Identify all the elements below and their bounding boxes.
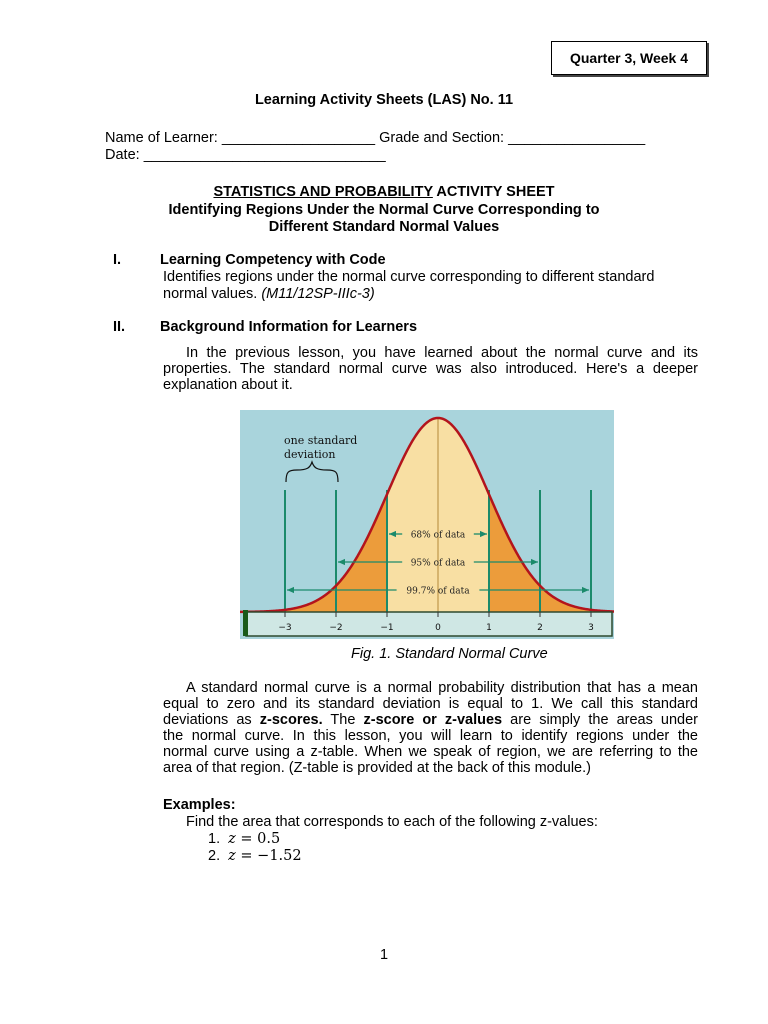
quarter-week-label: Quarter 3, Week 4 [569,50,689,66]
tick-label: 1 [486,623,492,633]
paragraph-line: equal to zero and its standard deviation is equal to 1. We call this standard [163,696,698,712]
section2-heading: Background Information for Learners [160,319,418,335]
page-number: 1 [379,947,389,963]
activity-title-line2: Different Standard Normal Values [268,219,500,235]
activity-heading [0,184,768,200]
paragraph-line: normal curve using a z-table. When we speak of region, we are referring to the [163,744,698,760]
examples-heading: Examples: [163,797,236,813]
text-span: The [322,712,364,728]
background-paragraph [163,345,698,393]
example-number: 1. [208,831,221,847]
range-label: 99.7% of data [406,586,470,597]
annotation-line2: deviation [284,448,336,461]
axis-bar [246,612,612,636]
date-blank: ______________________________ [143,147,386,163]
background-line: properties. The standard normal curve was also introduced. Here's a deeper [163,361,698,377]
competency-line1: Identifies regions under the normal curve corresponding to different standard [163,269,655,285]
text-span: deviations as [163,712,260,728]
text-span: are simply the areas under [502,712,698,728]
name-label: Name of Learner: [105,130,218,146]
range-label: 95% of data [410,558,466,569]
math-variable: z [228,831,236,847]
annotation-line1: one standard [284,434,358,447]
background-line: explanation about it. [163,377,293,393]
tick-label: −3 [278,623,292,633]
grade-blank: _________________ [508,130,646,146]
example-item [208,831,280,847]
examples-instruction: Find the area that corresponds to each of the following z-values: [186,814,598,830]
z-score-paragraph [163,680,698,776]
z-scores-term: z-scores. [259,712,323,728]
tick-label: −1 [380,623,394,633]
background-line: In the previous lesson, you have learned about the normal curve and its [186,345,698,361]
learner-name-line [105,130,645,146]
math-value: −1.52 [257,848,302,864]
example-equation [228,831,280,847]
competency-text: normal values. [163,286,262,302]
range-label: 68% of data [410,530,466,541]
subject-name: STATISTICS AND PROBABILITY [213,184,433,200]
math-equals: = [235,831,258,847]
paragraph-line [163,712,698,728]
math-value: 0.5 [257,831,281,847]
section2-numeral: II. [113,319,126,335]
date-line [105,147,386,163]
tick-label: 0 [435,623,441,633]
example-item [208,848,302,864]
sheet-label: ACTIVITY SHEET [432,184,555,200]
name-blank: ___________________ [221,130,376,146]
tick-label: −2 [329,623,343,633]
example-equation [228,848,301,864]
z-values-term: z-score or z-values [363,712,503,728]
math-variable: z [228,848,236,864]
las-title: Learning Activity Sheets (LAS) No. 11 [254,92,514,108]
axis-left-cap [243,610,248,636]
paragraph-line: A standard normal curve is a normal probability distribution that has a mean [186,680,698,696]
math-equals: = [235,848,258,864]
date-label: Date: [105,147,140,163]
competency-code: (M11/12SP-IIIc-3) [261,286,375,302]
section1-heading: Learning Competency with Code [160,252,386,268]
standard-normal-curve-figure [240,410,614,639]
activity-title-line1: Identifying Regions Under the Normal Curve Corresponding to [168,202,600,218]
quarter-week-box [551,41,707,75]
paragraph-line: area of that region. (Z-table is provided at the back of this module.) [163,760,591,776]
example-number: 2. [208,848,221,864]
competency-line2 [163,286,375,302]
paragraph-line: the normal curve. In this lesson, you will learn to identify regions under the [163,728,698,744]
figure-caption: Fig. 1. Standard Normal Curve [351,646,548,662]
tick-label: 3 [588,623,594,633]
grade-label: Grade and Section: [379,130,505,146]
section1-numeral: I. [113,252,122,268]
tick-label: 2 [537,623,543,633]
